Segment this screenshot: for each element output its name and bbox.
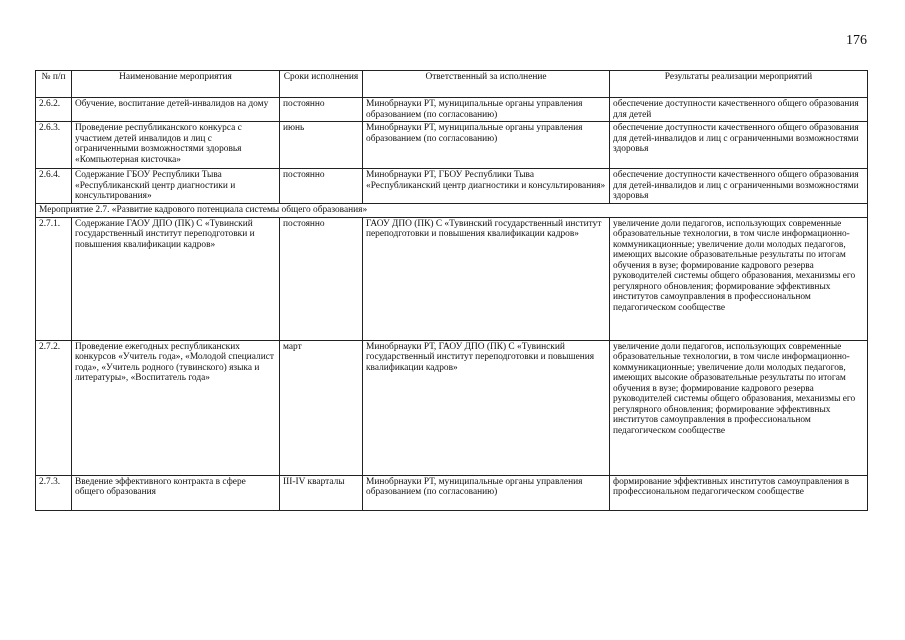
- section-row: [36, 204, 868, 218]
- row-responsible: Минобрнауки РТ, муниципальные органы управления образованием (по согласованию): [363, 98, 610, 122]
- row-no: 2.7.1.: [36, 217, 72, 340]
- row-responsible: Минобрнауки РТ, муниципальные органы управления образованием (по согласованию): [363, 475, 610, 510]
- section-title: Мероприятие 2.7. «Развитие кадрового потенциала системы общего образования»: [36, 204, 868, 218]
- table-row: [36, 122, 868, 169]
- measures-table: [35, 70, 868, 511]
- row-term: постоянно: [280, 217, 363, 340]
- table-header-row: [36, 71, 868, 98]
- row-name: Обучение, воспитание детей-инвалидов на дому: [72, 98, 280, 122]
- row-term: III-IV кварталы: [280, 475, 363, 510]
- header-no: № п/п: [36, 71, 72, 98]
- header-responsible: Ответственный за исполнение: [363, 71, 610, 98]
- row-responsible: Минобрнауки РТ, ГБОУ Республики Тыва «Республиканский центр диагностики и консультирования»: [363, 169, 610, 204]
- row-name: Проведение республиканского конкурса с участием детей инвалидов и лиц с ограниченными возможностями здоровья «Компьютерная кисточка»: [72, 122, 280, 169]
- row-no: 2.6.3.: [36, 122, 72, 169]
- table-row: [36, 217, 868, 340]
- row-results: формирование эффективных институтов самоуправления в профессиональном педагогическом сообществе: [610, 475, 868, 510]
- row-results: обеспечение доступности качественного общего образования для детей: [610, 98, 868, 122]
- table-row: [36, 98, 868, 122]
- row-no: 2.7.2.: [36, 340, 72, 475]
- page-number: 176: [846, 33, 867, 48]
- header-results: Результаты реализации мероприятий: [610, 71, 868, 98]
- row-no: 2.7.3.: [36, 475, 72, 510]
- row-responsible: Минобрнауки РТ, ГАОУ ДПО (ПК) С «Тувинский государственный институт переподготовки и повышения квалификации кадров»: [363, 340, 610, 475]
- row-name: Содержание ГБОУ Республики Тыва «Республиканский центр диагностики и консультирования»: [72, 169, 280, 204]
- row-no: 2.6.2.: [36, 98, 72, 122]
- row-responsible: Минобрнауки РТ, муниципальные органы управления образованием (по согласованию): [363, 122, 610, 169]
- row-results: увеличение доли педагогов, использующих современные образовательные технологии, в том числе информационно-коммуникационные; увеличение доли молодых педагогов, имеющих высокие образовательные результаты по итогам обучения в вузе; формирование кадрового резерва руководителей системы общего образования, механизмы его регулярного обновления; формирование эффективных институтов самоуправления в профессиональном педагогическом сообществе: [610, 340, 868, 475]
- header-name: Наименование мероприятия: [72, 71, 280, 98]
- row-results: обеспечение доступности качественного общего образования для детей-инвалидов и лиц с ограниченными возможностями здоровья: [610, 122, 868, 169]
- row-term: постоянно: [280, 169, 363, 204]
- row-term: постоянно: [280, 98, 363, 122]
- table-row: [36, 340, 868, 475]
- row-name: Проведение ежегодных республиканских конкурсов «Учитель года», «Молодой специалист года», «Учитель родного (тувинского) языка и литературы», «Воспитатель года»: [72, 340, 280, 475]
- row-results: обеспечение доступности качественного общего образования для детей-инвалидов и лиц с ограниченными возможностями здоровья: [610, 169, 868, 204]
- row-name: Содержание ГАОУ ДПО (ПК) С «Тувинский государственный институт переподготовки и повышения квалификации кадров»: [72, 217, 280, 340]
- row-term: март: [280, 340, 363, 475]
- row-term: июнь: [280, 122, 363, 169]
- header-term: Сроки исполнения: [280, 71, 363, 98]
- row-name: Введение эффективного контракта в сфере общего образования: [72, 475, 280, 510]
- table-row: [36, 475, 868, 510]
- row-no: 2.6.4.: [36, 169, 72, 204]
- row-responsible: ГАОУ ДПО (ПК) С «Тувинский государственный институт переподготовки и повышения квалификации кадров»: [363, 217, 610, 340]
- table-row: [36, 169, 868, 204]
- row-results: увеличение доли педагогов, использующих современные образовательные технологии, в том числе информационно-коммуникационные; увеличение доли молодых педагогов, имеющих высокие образовательные результаты по итогам обучения в вузе; формирование кадрового резерва руководителей системы общего образования, механизмы его регулярного обновления; формирование эффективных институтов самоуправления в профессиональном педагогическом сообществе: [610, 217, 868, 340]
